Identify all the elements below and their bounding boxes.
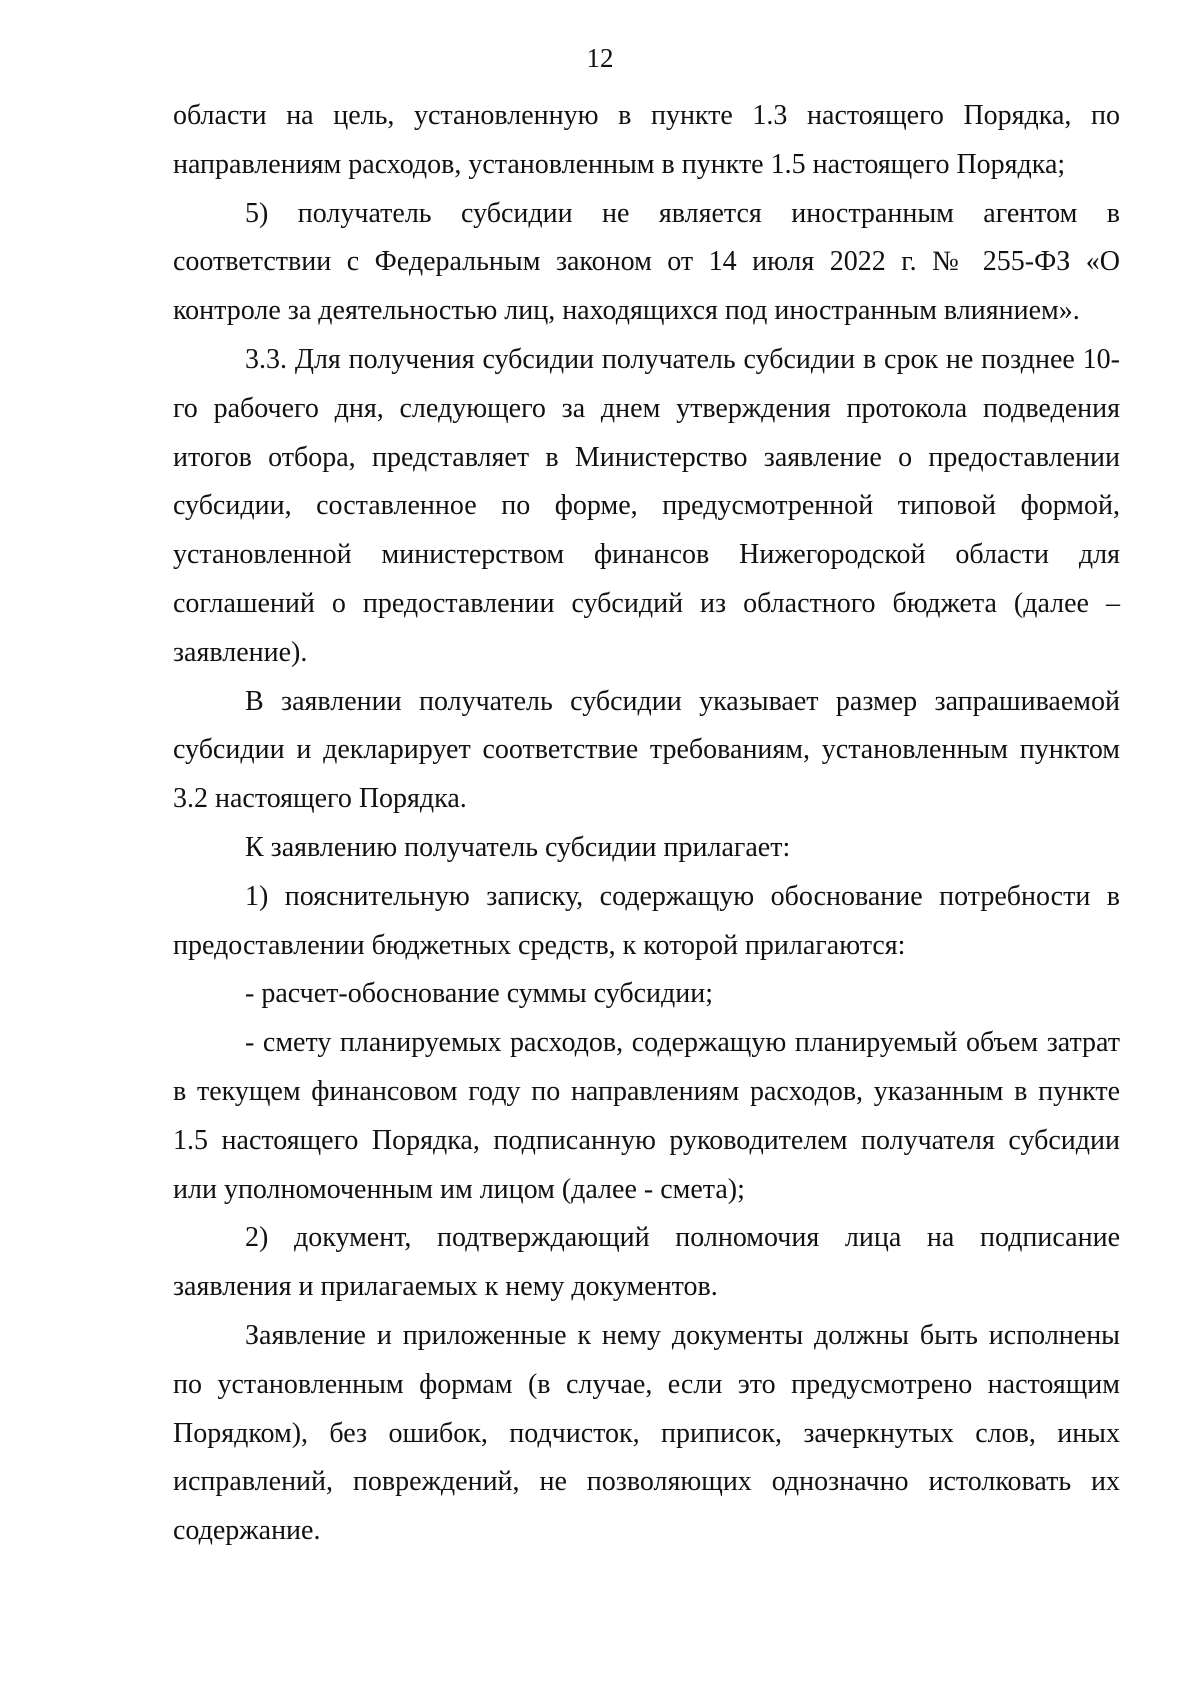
paragraph-bullet-calculation: - расчет-обоснование суммы субсидии;	[245, 978, 714, 1010]
document-body	[173, 92, 1120, 1556]
paragraph-bullet-estimate: - смету планируемых расходов, содержащую планируемый объем затрат в текущем финансовом году по направлениям расходов, указанным в пункте 1.5 настоящего Порядка, подписанную руководителем получателя субсидии или уполномоченным им лицом (далее - смета);	[173, 1027, 1120, 1205]
paragraph-3-3: 3.3. Для получения субсидии получатель субсидии в срок не позднее 10-го рабочего дня, следующего за днем утверждения протокола подведения итогов отбора, представляет в Министерство заявление о предоставлении субсидии, составленное по форме, предусмотренной типовой формой, установленной министерством финансов Нижегородской области для соглашений о предоставлении субсидий из областного бюджета (далее – заявление).	[173, 343, 1120, 668]
paragraph-continuation: области на цель, установленную в пункте 1.3 настоящего Порядка, по направлениям расходов, установленным в пункте 1.5 настоящего Порядка;	[173, 100, 1120, 180]
paragraph-attachment-2: 2) документ, подтверждающий полномочия лица на подписание заявления и прилагаемых к нему документов.	[173, 1222, 1120, 1303]
paragraph-application-content: В заявлении получатель субсидии указывает размер запрашиваемой субсидии и декларирует соответствие требованиям, установленным пунктом 3.2 настоящего Порядка.	[173, 685, 1120, 815]
paragraph-item-5: 5) получатель субсидии не является иностранным агентом в соответствии с Федеральным законом от 14 июля 2022 г. № 255-ФЗ «О контроле за деятельностью лиц, находящихся под иностранным влиянием».	[173, 197, 1120, 327]
paragraph-attachments-intro: К заявлению получатель субсидии прилагает:	[245, 831, 791, 863]
paragraph-requirements: Заявление и приложенные к нему документы должны быть исполнены по установленным формам (в случае, если это предусмотрено настоящим Порядком), без ошибок, подчисток, приписок, зачеркнутых слов, иных исправлений, повреждений, не позволяющих однозначно истолковать их содержание.	[173, 1319, 1120, 1547]
paragraph-attachment-1: 1) пояснительную записку, содержащую обоснование потребности в предоставлении бюджетных средств, к которой прилагаются:	[173, 880, 1120, 961]
page-number: 12	[586, 43, 614, 73]
